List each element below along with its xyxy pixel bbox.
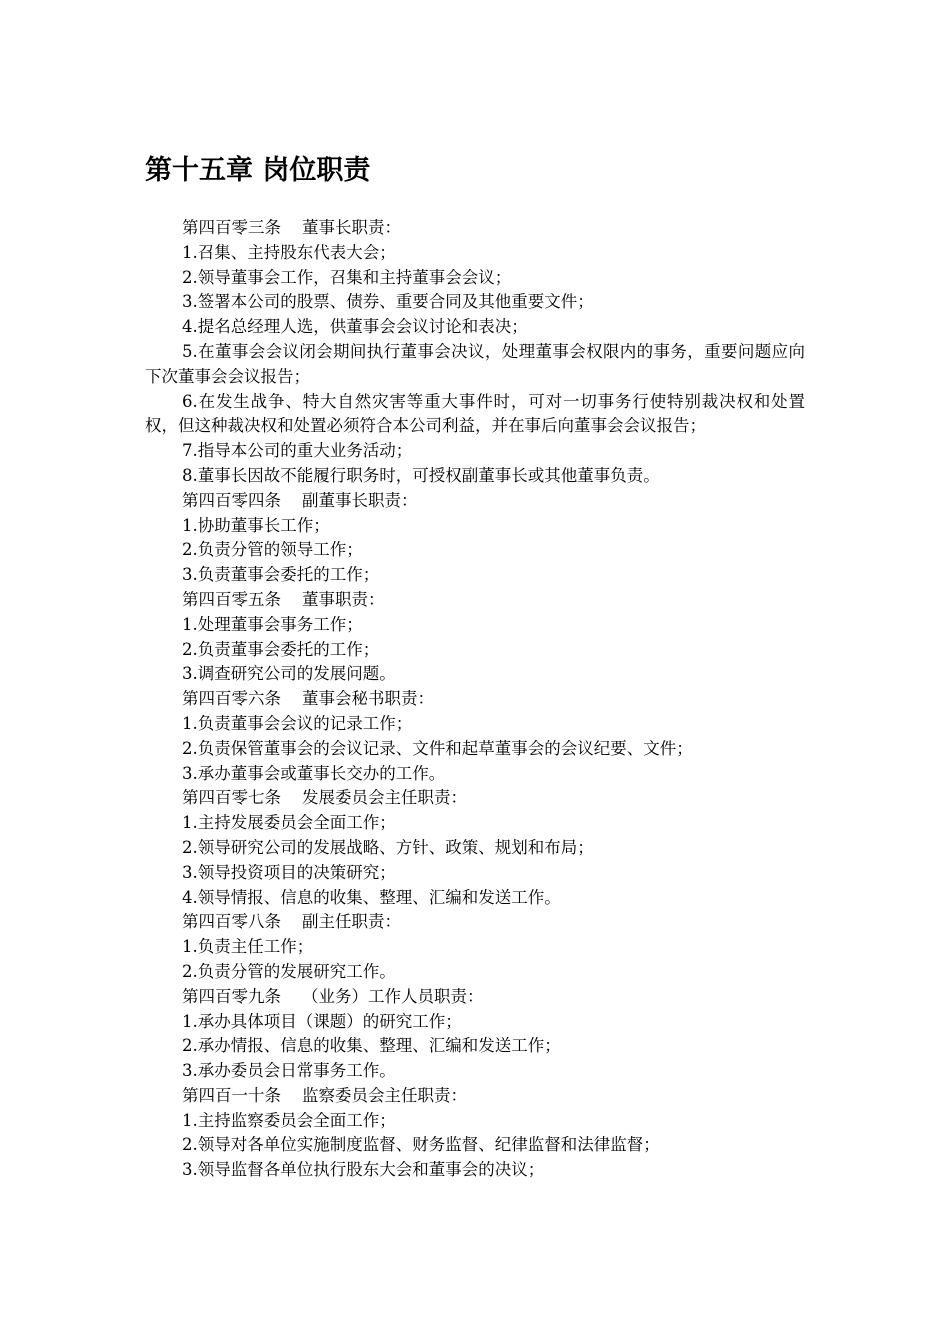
list-item: 3.调查研究公司的发展问题。 <box>182 664 396 684</box>
list-item: 2.领导研究公司的发展战略、方针、政策、规划和布局； <box>182 837 594 857</box>
list-item: 1.处理董事会事务工作； <box>182 614 363 634</box>
list-item: 5.在董事会会议闭会期间执行董事会决议，处理董事会权限内的事务，重要问题应向下次董事会会议报告； <box>145 341 805 386</box>
list-item: 1.主持发展委员会全面工作； <box>182 813 396 833</box>
list-item: 4.领导情报、信息的收集、整理、汇编和发送工作。 <box>182 887 561 907</box>
list-item: 1.召集、主持股东代表大会； <box>182 242 396 262</box>
list-item: 1.协助董事长工作； <box>182 515 330 535</box>
article-heading: 第四百零九条 （业务）工作人员职责： <box>182 986 484 1006</box>
list-item: 4.提名总经理人选，供董事会会议讨论和表决； <box>182 317 528 337</box>
article-body <box>145 216 805 1183</box>
list-item: 2.负责分管的发展研究工作。 <box>182 961 396 981</box>
article-heading: 第四百零七条 发展委员会主任职责： <box>182 788 467 808</box>
list-item: 1.负责董事会会议的记录工作； <box>182 713 413 733</box>
list-item: 3.承办委员会日常事务工作。 <box>182 1061 396 1081</box>
list-item: 3.领导监督各单位执行股东大会和董事会的决议； <box>182 1160 545 1180</box>
list-item: 2.负责保管董事会的会议记录、文件和起草董事会的会议纪要、文件； <box>182 738 693 758</box>
list-item: 7.指导本公司的重大业务活动； <box>182 441 413 461</box>
list-item: 2.承办情报、信息的收集、整理、汇编和发送工作； <box>182 1036 561 1056</box>
list-item: 2.领导董事会工作，召集和主持董事会会议； <box>182 267 512 287</box>
article-heading: 第四百零五条 董事职责： <box>182 589 385 609</box>
article-heading: 第四百零六条 董事会秘书职责： <box>182 689 434 709</box>
list-item: 1.主持监察委员会全面工作； <box>182 1110 396 1130</box>
article-heading: 第四百零三条 董事长职责： <box>182 218 401 237</box>
list-item: 1.承办具体项目（课题）的研究工作； <box>182 1011 462 1031</box>
list-item: 3.领导投资项目的决策研究； <box>182 862 396 882</box>
list-item: 3.承办董事会或董事长交办的工作。 <box>182 763 446 783</box>
article-heading: 第四百一十条 监察委员会主任职责： <box>182 1085 467 1105</box>
list-item: 8.董事长因故不能履行职务时，可授权副董事长或其他董事负责。 <box>182 465 660 485</box>
chapter-title: 第十五章 岗位职责 <box>145 155 371 186</box>
list-item: 3.签署本公司的股票、债券、重要合同及其他重要文件； <box>182 292 594 312</box>
list-item: 3.负责董事会委托的工作； <box>182 565 380 585</box>
article-heading: 第四百零八条 副主任职责： <box>182 912 401 932</box>
list-item: 6.在发生战争、特大自然灾害等重大事件时，可对一切事务行使特别裁决权和处置权，但这种裁决权和处置必须符合本公司利益，并在事后向董事会会议报告； <box>145 391 805 436</box>
list-item: 2.领导对各单位实施制度监督、财务监督、纪律监督和法律监督； <box>182 1135 660 1155</box>
list-item: 2.负责董事会委托的工作； <box>182 639 380 659</box>
list-item: 2.负责分管的领导工作； <box>182 540 363 560</box>
list-item: 1.负责主任工作； <box>182 937 314 957</box>
article-heading: 第四百零四条 副董事长职责： <box>182 490 418 510</box>
